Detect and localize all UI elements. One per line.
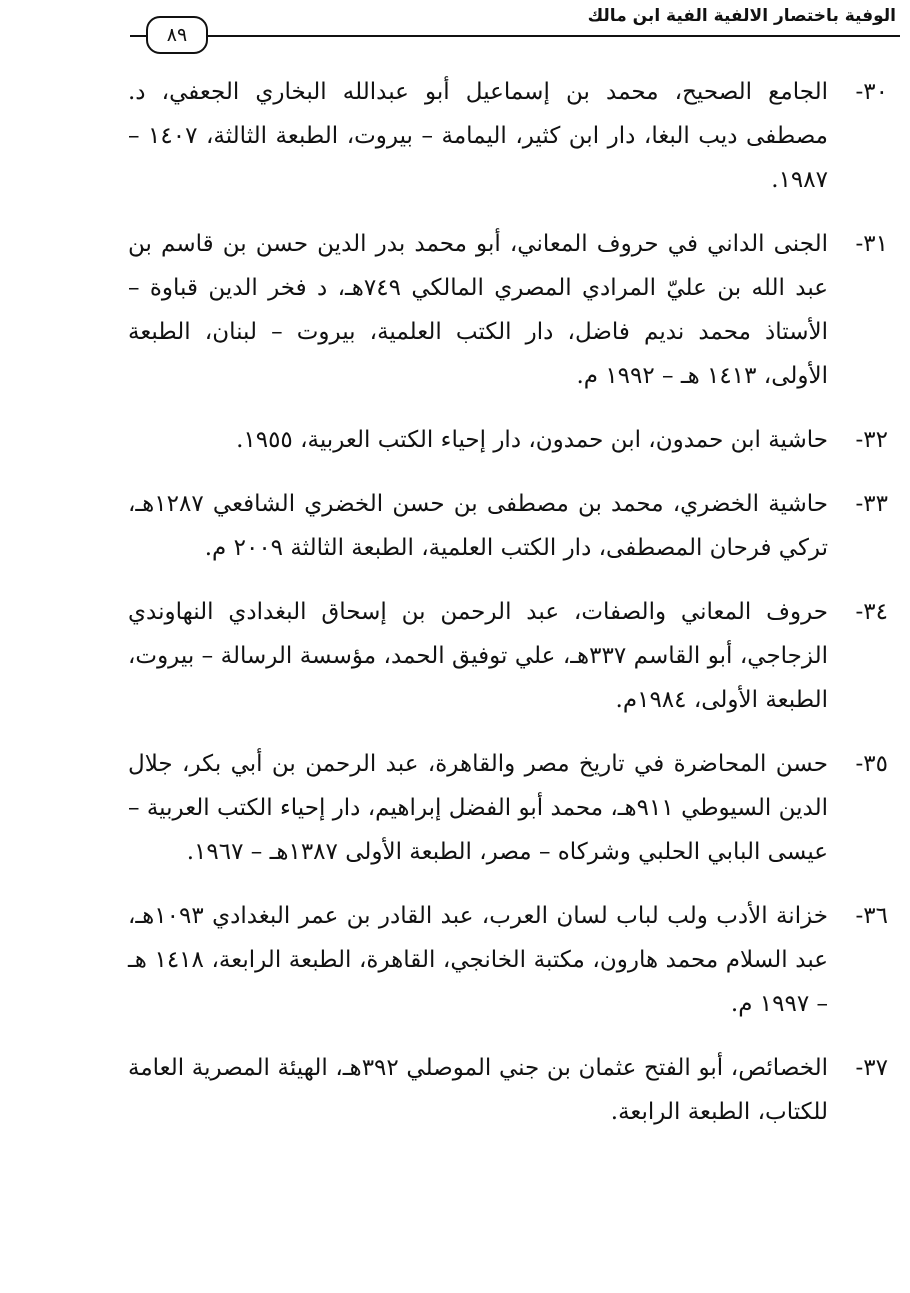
bibliography-entry	[128, 222, 888, 398]
entry-text: خزانة الأدب ولب لباب لسان العرب، عبد القادر بن عمر البغدادي ١٠٩٣هـ، عبد السلام محمد هارون، مكتبة الخانجي، القاهرة، الطبعة الرابعة، ١٤١٨ هـ – ١٩٩٧ م.	[128, 903, 829, 1017]
bibliography-entry	[128, 1046, 888, 1134]
bibliography-entry	[128, 590, 888, 722]
header-rule	[130, 35, 900, 37]
entry-number: ٣٣-	[855, 491, 888, 517]
entry-number: ٣٥-	[855, 751, 888, 777]
running-header-title: الوفية باختصار الالفية الفية ابن مالك	[587, 6, 896, 26]
bibliography-entry	[128, 742, 888, 874]
entry-number: ٣٠-	[855, 79, 888, 105]
entry-number: ٣٦-	[855, 903, 888, 929]
entry-text: حاشية ابن حمدون، ابن حمدون، دار إحياء الكتب العربية، ١٩٥٥.	[236, 427, 828, 453]
entry-text: الخصائص، أبو الفتح عثمان بن جني الموصلي ٣٩٢هـ، الهيئة المصرية العامة للكتاب، الطبعة الرابعة.	[128, 1055, 829, 1125]
entry-number: ٣٧-	[855, 1055, 888, 1081]
entry-text: حروف المعاني والصفات، عبد الرحمن بن إسحاق البغدادي النهاوندي الزجاجي، أبو القاسم ٣٣٧هـ، علي توفيق الحمد، مؤسسة الرسالة – بيروت، الطبعة الأولى، ١٩٨٤م.	[128, 599, 828, 713]
entry-text: الجامع الصحيح، محمد بن إسماعيل أبو عبدالله البخاري الجعفي، د. مصطفى ديب البغا، دار ابن كثير، اليمامة – بيروت، الطبعة الثالثة، ١٤٠٧ – ١٩٨٧.	[128, 79, 828, 193]
running-header	[130, 6, 900, 46]
bibliography-list	[128, 70, 888, 1154]
entry-number: ٣٤-	[855, 599, 888, 625]
bibliography-entry	[128, 418, 888, 462]
bibliography-entry	[128, 894, 888, 1026]
bibliography-entry	[128, 70, 888, 202]
bibliography-entry	[128, 482, 888, 570]
entry-number: ٣٢-	[855, 427, 888, 453]
entry-number: ٣١-	[855, 231, 888, 257]
entry-text: حسن المحاضرة في تاريخ مصر والقاهرة، عبد الرحمن بن أبي بكر، جلال الدين السيوطي ٩١١هـ، محمد أبو الفضل إبراهيم، دار إحياء الكتب العربية – عيسى البابي الحلبي وشركاه – مصر، الطبعة الأولى ١٣٨٧هـ – ١٩٦٧.	[128, 751, 828, 865]
page-number: ٨٩	[146, 16, 208, 54]
entry-text: الجنى الداني في حروف المعاني، أبو محمد بدر الدين حسن بن قاسم بن عبد الله بن عليّ المرادي المصري المالكي ٧٤٩هـ، د فخر الدين قباوة – الأستاذ محمد نديم فاضل، دار الكتب العلمية، بيروت – لبنان، الطبعة الأولى، ١٤١٣ هـ – ١٩٩٢ م.	[128, 231, 828, 389]
entry-text: حاشية الخضري، محمد بن مصطفى بن حسن الخضري الشافعي ١٢٨٧هـ، تركي فرحان المصطفى، دار الكتب العلمية، الطبعة الثالثة ٢٠٠٩ م.	[128, 491, 828, 561]
